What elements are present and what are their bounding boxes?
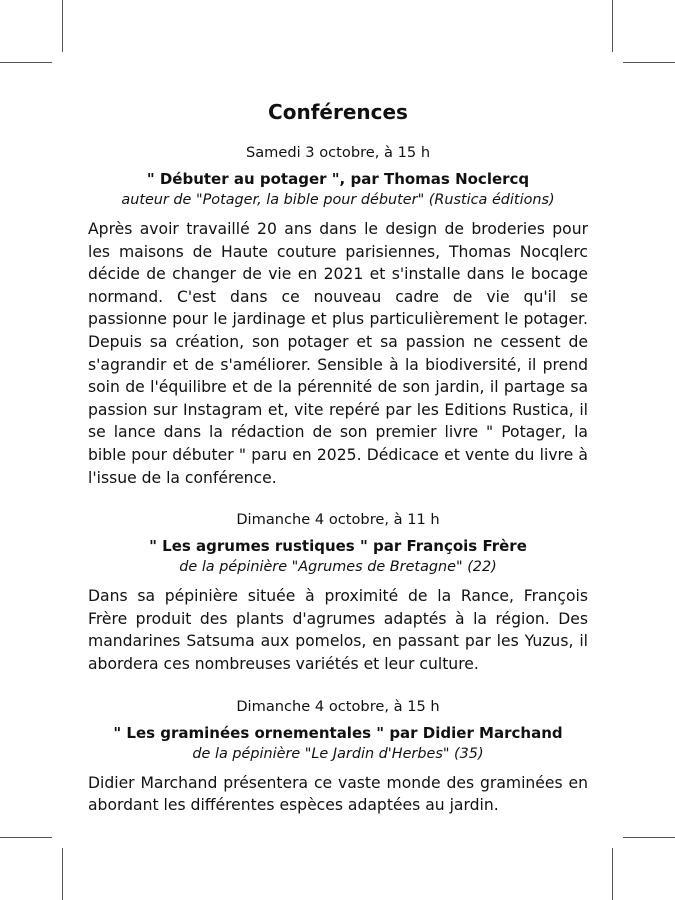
event-subtitle: auteur de "Potager, la bible pour débuter" (Rustica éditions)	[121, 192, 555, 208]
event-subtitle: de la pépinière "Le Jardin d'Herbes" (35)	[192, 745, 484, 762]
crop-mark-top-left-vertical	[62, 0, 63, 52]
event-date: Dimanche 4 octobre, à 15 h	[236, 697, 440, 715]
event-date: Dimanche 4 octobre, à 11 h	[236, 511, 440, 529]
crop-mark-top-left-horizontal	[0, 62, 52, 63]
event-date: Samedi 3 octobre, à 15 h	[245, 144, 431, 161]
crop-mark-bottom-left-vertical	[62, 848, 63, 900]
event-3	[88, 698, 588, 817]
event-title: " Les agrumes rustiques " par François Frère	[149, 537, 527, 556]
event-2	[88, 511, 588, 675]
event-description: Après avoir travaillé 20 ans dans le design de broderies pour les maisons de Haute couture parisiennes, Thomas Nocqlerc décide de changer de vie en 2021 et s'installe dans le bocage normand. C'est dans ce nouveau cadre de vie qu'il se passionne pour le jardinage et plus particulièrement le potager. Depuis sa création, son potager et sa passion ne cessent de s'agrandir et de s'améliorer. Sensible à la biodiversité, il prend soin de l'équilibre et de la pérennité de son jardin, il partage sa passion sur Instagram et, vite repéré par les Editions Rustica, il se lance dans la rédaction de son premier livre " Potager, la bible pour débuter " paru en 2025. Dédicace et vente du livre à l'issue de la conférence.	[88, 220, 588, 487]
crop-mark-bottom-right-vertical	[612, 848, 613, 900]
crop-mark-top-right-horizontal	[623, 62, 675, 63]
crop-mark-bottom-left-horizontal	[0, 837, 52, 838]
page-title: Conférences	[268, 100, 408, 124]
event-title: " Débuter au potager ", par Thomas Noclercq	[146, 170, 530, 188]
crop-mark-bottom-right-horizontal	[623, 837, 675, 838]
event-subtitle: de la pépinière "Agrumes de Bretagne" (22)	[179, 559, 497, 576]
event-1	[88, 144, 588, 489]
event-description: Dans sa pépinière située à proximité de la Rance, François Frère produit des plants d'agrumes adaptés à la région. Des mandarines Satsuma aux pomelos, en passant par les Yuzus, il abordera ces nombreuses variétés et leur culture.	[88, 587, 588, 673]
crop-mark-top-right-vertical	[612, 0, 613, 52]
document-page	[88, 100, 588, 839]
event-title: " Les graminées ornementales " par Didier Marchand	[113, 723, 563, 742]
event-description: Didier Marchand présentera ce vaste monde des graminées en abordant les différentes espèces adaptées au jardin.	[88, 773, 588, 815]
